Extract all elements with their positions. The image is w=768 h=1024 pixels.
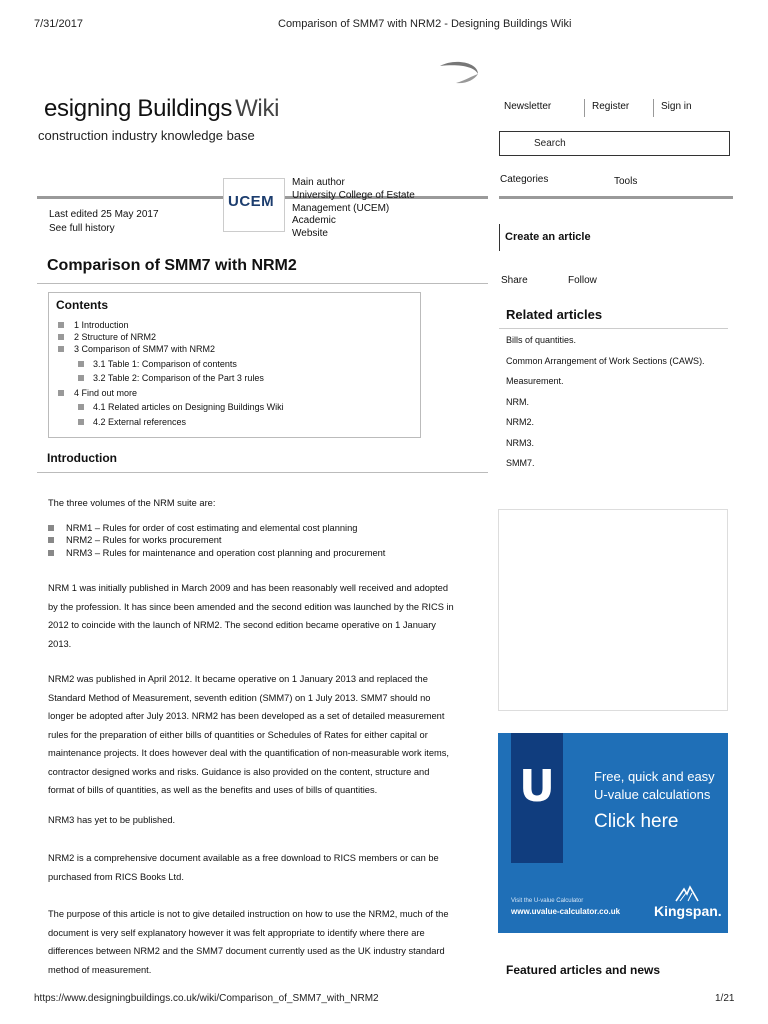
- list-item: NRM3 – Rules for maintenance and operation cost planning and procurement: [48, 547, 385, 559]
- tools-menu[interactable]: Tools: [614, 176, 638, 187]
- newsletter-link[interactable]: Newsletter: [504, 101, 552, 112]
- ad-click-here[interactable]: Click here: [594, 811, 679, 832]
- author-heading: Main author: [292, 177, 345, 188]
- register-link[interactable]: Register: [592, 101, 630, 112]
- related-article-link[interactable]: NRM3.: [506, 437, 535, 448]
- ad-headline-2: U-value calculations: [594, 787, 711, 802]
- ad-url: www.uvalue-calculator.co.uk: [511, 907, 621, 916]
- related-articles-title: Related articles: [506, 307, 603, 322]
- create-article-button[interactable]: Create an article: [499, 224, 591, 251]
- follow-button[interactable]: Follow: [568, 275, 597, 286]
- paragraph: NRM2 is a comprehensive document available as a free download to RICS members or can be purchased from RICS Books Ltd.: [48, 853, 439, 882]
- paragraph: NRM2 was published in April 2012. It became operative on 1 January 2013 and replaced the Standard Method of Measurement, seventh edition (SMM7) on 1 July 2013. SMM7 should no longer be adopted after July 2013. NRM2 has been developed as a set of detailed measurement rules for the preparation of either bills of quantities or Schedules of Rates for either capital or maintenance projects. It does however deal with the quantification of non-measurable work items, contractor designed works and risks. Guidance is also provided on the content, structure and format of bills of quantities, as well as the benefits and uses of bills of quantities.: [48, 674, 450, 795]
- ad-headline-1: Free, quick and easy: [594, 769, 715, 784]
- toc-item[interactable]: 3.2 Table 2: Comparison of the Part 3 rules: [58, 372, 284, 384]
- print-url: https://www.designingbuildings.co.uk/wiki/Comparison_of_SMM7_with_NRM2: [34, 993, 379, 1004]
- print-page-number: 1/21: [715, 993, 735, 1004]
- advert-banner[interactable]: [498, 733, 728, 933]
- author-logo-text: UCEM: [228, 193, 275, 210]
- site-name-wiki: Wiki: [235, 95, 280, 122]
- share-button[interactable]: Share: [501, 275, 528, 286]
- table-of-contents: [48, 292, 421, 438]
- ad-u-letter: U: [519, 761, 555, 812]
- page-title: Comparison of SMM7 with NRM2: [47, 257, 297, 274]
- nav-divider: [584, 99, 585, 117]
- author-website-link[interactable]: Website: [292, 228, 328, 240]
- author-logo[interactable]: [223, 178, 285, 232]
- sidebar-divider: [499, 196, 733, 199]
- toc-item[interactable]: 3.1 Table 1: Comparison of contents: [58, 358, 284, 370]
- toc-list: [58, 319, 284, 428]
- toc-item[interactable]: 4.2 External references: [58, 416, 284, 428]
- list-item: NRM2 – Rules for works procurement: [48, 534, 385, 546]
- last-edited: Last edited 25 May 2017: [49, 209, 159, 220]
- intro-lead: The three volumes of the NRM suite are:: [48, 498, 216, 508]
- related-articles-list: [506, 334, 705, 478]
- author-role: Academic: [292, 215, 336, 227]
- swoosh-logo-icon: [438, 60, 482, 84]
- related-article-link[interactable]: Common Arrangement of Work Sections (CAWS).: [506, 355, 705, 366]
- related-article-link[interactable]: SMM7.: [506, 458, 535, 468]
- search-input[interactable]: [499, 131, 730, 156]
- paragraph: The purpose of this article is not to give detailed instruction on how to use the NRM2, much of the document is very self explanatory however it was felt appropriate to identify where there are differences between NRM2 and the SMM7 document currently used as the UK industry standard method of measurement.: [48, 909, 449, 975]
- toc-title: Contents: [56, 298, 108, 312]
- title-divider: [37, 283, 488, 284]
- print-page-title: Comparison of SMM7 with NRM2 - Designing Buildings Wiki: [278, 18, 572, 30]
- ad-brand: Kingspan.: [654, 903, 722, 919]
- full-history-link[interactable]: See full history: [49, 223, 115, 234]
- print-date: 7/31/2017: [34, 18, 83, 30]
- sign-in-link[interactable]: Sign in: [661, 101, 692, 112]
- history-info: [49, 208, 159, 236]
- section-divider: [37, 472, 488, 473]
- search-label: Search: [534, 138, 566, 149]
- related-article-link[interactable]: Bills of quantities.: [506, 335, 577, 345]
- toc-item[interactable]: 3 Comparison of SMM7 with NRM2: [58, 343, 284, 355]
- toc-item[interactable]: 4 Find out more: [58, 387, 284, 399]
- section-heading-introduction: Introduction: [47, 451, 117, 465]
- related-article-link[interactable]: Measurement.: [506, 376, 564, 386]
- kingspan-mark-icon: [674, 885, 700, 903]
- site-tagline: construction industry knowledge base: [38, 128, 255, 143]
- toc-item[interactable]: 1 Introduction: [58, 319, 284, 331]
- categories-menu[interactable]: Categories: [500, 174, 549, 185]
- related-article-link[interactable]: NRM2.: [506, 417, 535, 427]
- ad-visit-text: Visit the U-value Calculator: [511, 898, 584, 904]
- toc-item[interactable]: 2 Structure of NRM2: [58, 331, 284, 343]
- featured-articles-title: Featured articles and news: [506, 963, 661, 977]
- author-info: [292, 177, 422, 241]
- paragraph: NRM3 has yet to be published.: [48, 815, 176, 825]
- site-name: esigning Buildings: [44, 95, 233, 122]
- ad-placeholder: [498, 509, 728, 711]
- related-divider: [499, 328, 728, 329]
- paragraph: NRM 1 was initially published in March 2009 and has been reasonably well received and adopted by the profession. It has since been amended and the second edition was launched by the RICS in 2012 to coincide with the launch of NRM2. The second edition became operative on 1 January 2013.: [48, 583, 454, 649]
- nrm-volumes-list: [48, 522, 385, 559]
- site-logo[interactable]: [44, 95, 279, 123]
- author-name[interactable]: University College of Estate Management (UCEM): [292, 189, 415, 214]
- nav-divider: [653, 99, 654, 117]
- related-article-link[interactable]: NRM.: [506, 396, 529, 407]
- list-item: NRM1 – Rules for order of cost estimating and elemental cost planning: [48, 522, 385, 534]
- toc-item[interactable]: 4.1 Related articles on Designing Buildings Wiki: [58, 401, 284, 413]
